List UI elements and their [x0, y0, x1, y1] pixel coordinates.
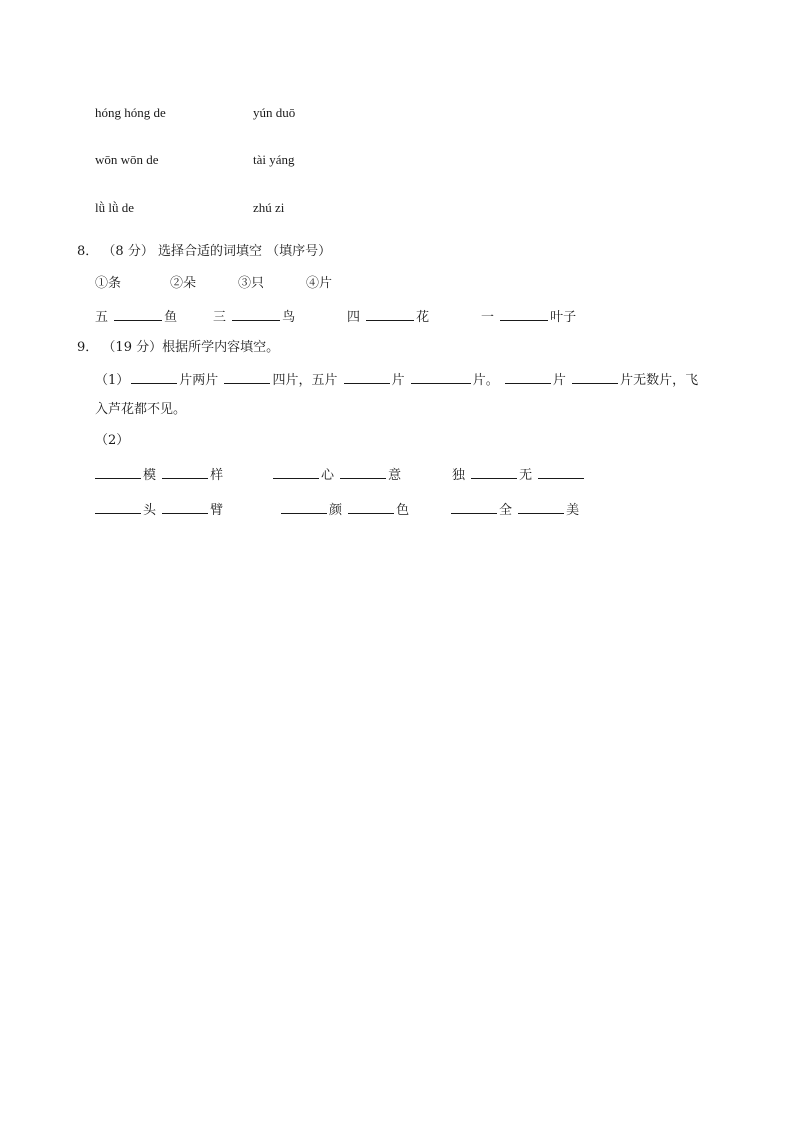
idiom-char: 全 [499, 503, 513, 518]
part-1-line-2: 入芦花都不见。 [95, 402, 187, 417]
pinyin-row-2-right: tài yáng [253, 152, 295, 167]
answer-blank[interactable] [340, 466, 386, 479]
idiom-6 [451, 501, 579, 519]
answer-blank[interactable] [273, 466, 319, 479]
poem-segment: 片。 [472, 373, 499, 388]
poem-segment: 片 [391, 373, 405, 388]
idiom-char: 样 [210, 468, 224, 483]
fill-pre: 三 [213, 310, 227, 325]
poem-segment: 片无数片，飞 [620, 373, 699, 388]
question-number: 8． [77, 244, 99, 259]
fill-item-4 [481, 308, 576, 326]
idiom-5 [281, 501, 409, 519]
pinyin-row-3-right: zhú zi [253, 200, 285, 215]
part-1-line-1 [95, 371, 698, 389]
poem-segment: 四片，五片 [272, 373, 338, 388]
fill-post: 花 [416, 310, 430, 325]
answer-blank[interactable] [232, 308, 280, 321]
poem-segment: 片 [552, 373, 566, 388]
answer-blank[interactable] [505, 371, 551, 384]
question-number: 9． [77, 340, 99, 355]
fill-post: 鱼 [164, 310, 178, 325]
idiom-char: 色 [396, 503, 410, 518]
option-1: ①条 [95, 276, 122, 291]
idiom-4 [95, 501, 223, 519]
answer-blank[interactable] [471, 466, 517, 479]
answer-blank[interactable] [95, 466, 141, 479]
option-3: ③只 [238, 276, 265, 291]
idiom-char: 独 [452, 468, 466, 483]
pinyin-row-1-right: yún duō [253, 105, 296, 120]
idiom-1 [95, 466, 223, 484]
idiom-char: 臂 [210, 503, 224, 518]
answer-blank[interactable] [518, 501, 564, 514]
fill-pre: 五 [95, 310, 109, 325]
idiom-char: 心 [321, 468, 335, 483]
answer-blank[interactable] [95, 501, 141, 514]
answer-blank[interactable] [411, 371, 471, 384]
answer-blank[interactable] [114, 308, 162, 321]
option-2: ②朵 [170, 276, 197, 291]
question-prompt: 根据所学内容填空。 [162, 340, 280, 355]
answer-blank[interactable] [538, 466, 584, 479]
answer-blank[interactable] [348, 501, 394, 514]
question-8-header [77, 244, 331, 260]
idiom-char: 意 [388, 468, 402, 483]
option-4: ④片 [306, 276, 333, 291]
poem-segment: 片两片 [179, 373, 219, 388]
pinyin-row-2-left: wōn wōn de [95, 152, 159, 167]
idiom-char: 无 [519, 468, 533, 483]
fill-item-1 [95, 308, 177, 326]
fill-item-2 [213, 308, 295, 326]
answer-blank[interactable] [572, 371, 618, 384]
question-score: （8 分） [102, 244, 154, 259]
part-2-label: （2） [95, 433, 130, 448]
idiom-2 [273, 466, 401, 484]
answer-blank[interactable] [281, 501, 327, 514]
answer-blank[interactable] [451, 501, 497, 514]
idiom-char: 美 [566, 503, 580, 518]
pinyin-row-1-left: hóng hóng de [95, 105, 166, 120]
answer-blank[interactable] [344, 371, 390, 384]
answer-blank[interactable] [162, 501, 208, 514]
answer-blank[interactable] [500, 308, 548, 321]
fill-post: 鸟 [282, 310, 296, 325]
fill-pre: 一 [481, 310, 495, 325]
question-score: （19 分） [102, 340, 163, 355]
idiom-char: 颜 [329, 503, 343, 518]
answer-blank[interactable] [162, 466, 208, 479]
pinyin-row-3-left: lǜ lǜ de [95, 200, 134, 215]
idiom-char: 模 [143, 468, 157, 483]
fill-pre: 四 [347, 310, 361, 325]
question-prompt: 选择合适的词填空 （填序号） [157, 244, 332, 259]
answer-blank[interactable] [131, 371, 177, 384]
idiom-char: 头 [143, 503, 157, 518]
fill-item-3 [347, 308, 429, 326]
idiom-3 [452, 466, 586, 484]
question-9-header [77, 340, 279, 356]
answer-blank[interactable] [224, 371, 270, 384]
fill-post: 叶子 [550, 310, 577, 325]
answer-blank[interactable] [366, 308, 414, 321]
part-label: （1） [95, 373, 130, 388]
